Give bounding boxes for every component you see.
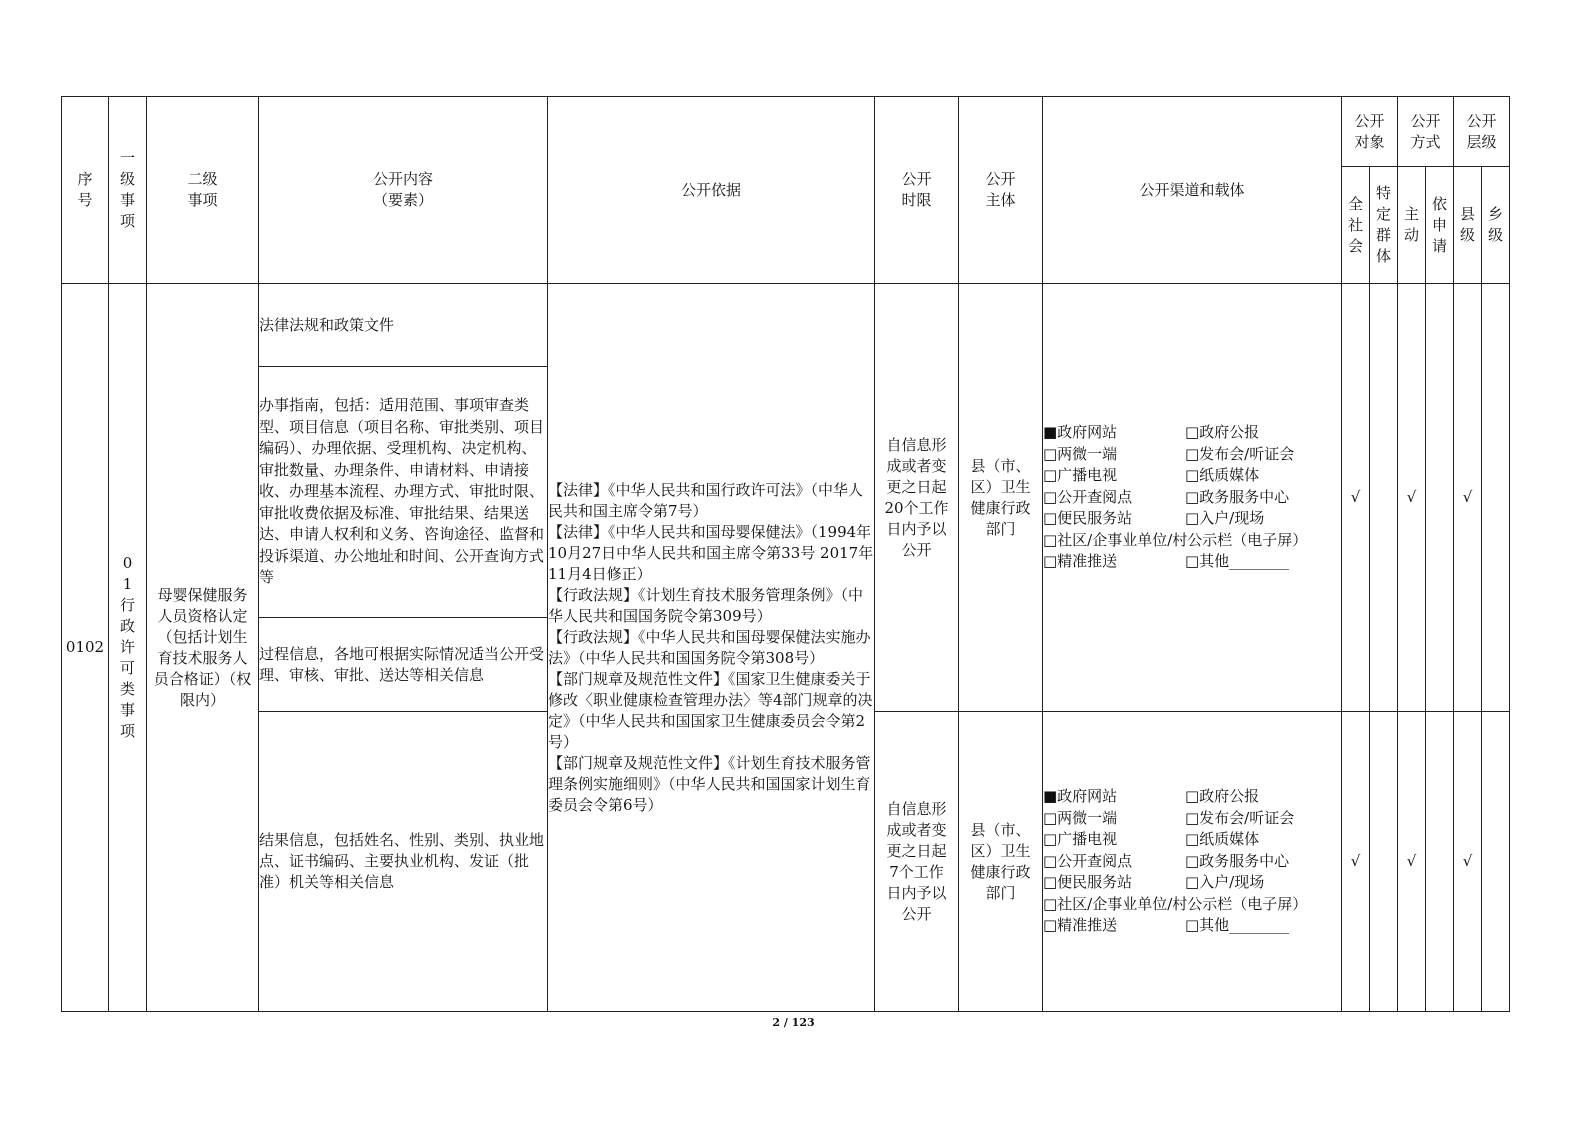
content-process: 过程信息，各地可根据实际情况适当公开受理、审核、审批、送达等相关信息 [259, 618, 548, 712]
subject-1: 县（市、区）卫生健康行政部门 [959, 284, 1043, 712]
basis-item: 【部门规章及规范性文件】《国家卫生健康委关于修改〈职业健康检查管理办法〉等4部门规章的决定》（中华人民共和国国家卫生健康委员会令第2号） [548, 669, 873, 751]
channel-item: ■政府网站 [1043, 423, 1118, 442]
header-content: 公开内容 （要素） [259, 97, 548, 284]
channel-item: □便民服务站 [1043, 873, 1133, 892]
channel-item: □入户/现场 [1185, 509, 1265, 528]
header-level2: 二级 事项 [147, 97, 259, 284]
check-method-active-1: √ [1398, 284, 1426, 712]
row-level1: 01行政许可类事项 [109, 284, 147, 1012]
check-object-all-2: √ [1342, 712, 1370, 1012]
channel-item: □公开查阅点 [1043, 487, 1133, 506]
channel-item: □广播电视 [1043, 830, 1118, 849]
channel-item: □纸质媒体 [1185, 466, 1260, 485]
check-method-apply-2 [1426, 712, 1454, 1012]
channels-2 [1043, 712, 1342, 1012]
header-level-town: 乡级 [1482, 167, 1510, 284]
header-seq: 序号 [62, 97, 109, 284]
channel-item: □纸质媒体 [1185, 830, 1260, 849]
header-object-specific: 特定群体 [1370, 167, 1398, 284]
check-object-specific-1 [1370, 284, 1398, 712]
page-number: 2 / 123 [772, 1016, 815, 1029]
basis-item: 【法律】《中华人民共和国行政许可法》（中华人民共和国主席令第7号） [548, 480, 864, 520]
check-level-county-2: √ [1454, 712, 1482, 1012]
channel-item: □其他________ [1185, 916, 1290, 935]
channels-1 [1043, 284, 1342, 712]
disclosure-table [61, 96, 1510, 1012]
content-laws: 法律法规和政策文件 [259, 284, 548, 367]
content-guide: 办事指南，包括：适用范围、事项审查类型、项目信息（项目名称、审批类别、项目编码）、办理依据、受理机构、决定机构、审批数量、办理条件、申请材料、申请接收、办理基本流程、办理方式、审批时限、审批收费依据及标准、审批结果、结果送达、申请人权利和义务、咨询途径、监督和投诉渠道、办公地址和时间、公开查询方式等 [259, 367, 548, 618]
header-subject: 公开 主体 [959, 97, 1043, 284]
channel-item: □发布会/听证会 [1185, 444, 1295, 463]
timelimit-1: 自信息形成或者变更之日起20个工作日内予以公开 [875, 284, 959, 712]
channel-item: □发布会/听证会 [1185, 808, 1295, 827]
basis-item: 【行政法规】《中华人民共和国母婴保健法实施办法》（中华人民共和国国务院令第308号） [548, 627, 871, 667]
channel-item: □政务服务中心 [1185, 487, 1290, 506]
channel-item: □政务服务中心 [1185, 851, 1290, 870]
channel-item: □入户/现场 [1185, 873, 1265, 892]
check-method-apply-1 [1426, 284, 1454, 712]
header-level-group: 公开 层级 [1454, 97, 1510, 167]
header-object-group: 公开 对象 [1342, 97, 1398, 167]
channel-item: □社区/企事业单位/村公示栏（电子屏） [1043, 530, 1308, 549]
channel-item: □政府公报 [1185, 423, 1260, 442]
header-channels: 公开渠道和载体 [1043, 97, 1342, 284]
check-object-specific-2 [1370, 712, 1398, 1012]
header-method-active: 主动 [1398, 167, 1426, 284]
channel-item: ■政府网站 [1043, 787, 1118, 806]
channel-item: □便民服务站 [1043, 509, 1133, 528]
channel-item: □公开查阅点 [1043, 851, 1133, 870]
header-object-all: 全社会 [1342, 167, 1370, 284]
channel-item: □广播电视 [1043, 466, 1118, 485]
channel-item: □精准推送 [1043, 916, 1118, 935]
basis-item: 【法律】《中华人民共和国母婴保健法》（1994年10月27日中华人民共和国主席令第33号 2017年11月4日修正） [548, 522, 874, 583]
channel-item: □两微一端 [1043, 444, 1118, 463]
basis-item: 【部门规章及规范性文件】《计划生育技术服务管理条例实施细则》（中华人民共和国国家计划生育委员会令第6号） [548, 753, 871, 814]
row-level2: 母婴保健服务人员资格认定（包括计划生育技术服务人员合格证）（权限内） [147, 284, 259, 1012]
check-method-active-2: √ [1398, 712, 1426, 1012]
channel-item: □社区/企事业单位/村公示栏（电子屏） [1043, 894, 1308, 913]
channel-item: □精准推送 [1043, 552, 1118, 571]
timelimit-2: 自信息形成或者变更之日起7个工作日内予以公开 [875, 712, 959, 1012]
check-level-town-1 [1482, 284, 1510, 712]
content-result: 结果信息，包括姓名、性别、类别、执业地点、证书编码、主要执业机构、发证（批准）机关等相关信息 [259, 712, 548, 1012]
header-level-county: 县级 [1454, 167, 1482, 284]
check-level-town-2 [1482, 712, 1510, 1012]
basis-item: 【行政法规】《计划生育技术服务管理条例》（中华人民共和国国务院令第309号） [548, 585, 864, 625]
channel-item: □其他________ [1185, 552, 1290, 571]
header-timelimit: 公开 时限 [875, 97, 959, 284]
channel-item: □两微一端 [1043, 808, 1118, 827]
header-basis: 公开依据 [548, 97, 875, 284]
check-level-county-1: √ [1454, 284, 1482, 712]
header-method-group: 公开 方式 [1398, 97, 1454, 167]
check-object-all-1: √ [1342, 284, 1370, 712]
basis-cell [548, 284, 875, 1012]
row-seq: 0102 [62, 284, 109, 1012]
header-method-apply: 依申请 [1426, 167, 1454, 284]
header-level1: 一级事项 [109, 97, 147, 284]
subject-2: 县（市、区）卫生健康行政部门 [959, 712, 1043, 1012]
channel-item: □政府公报 [1185, 787, 1260, 806]
